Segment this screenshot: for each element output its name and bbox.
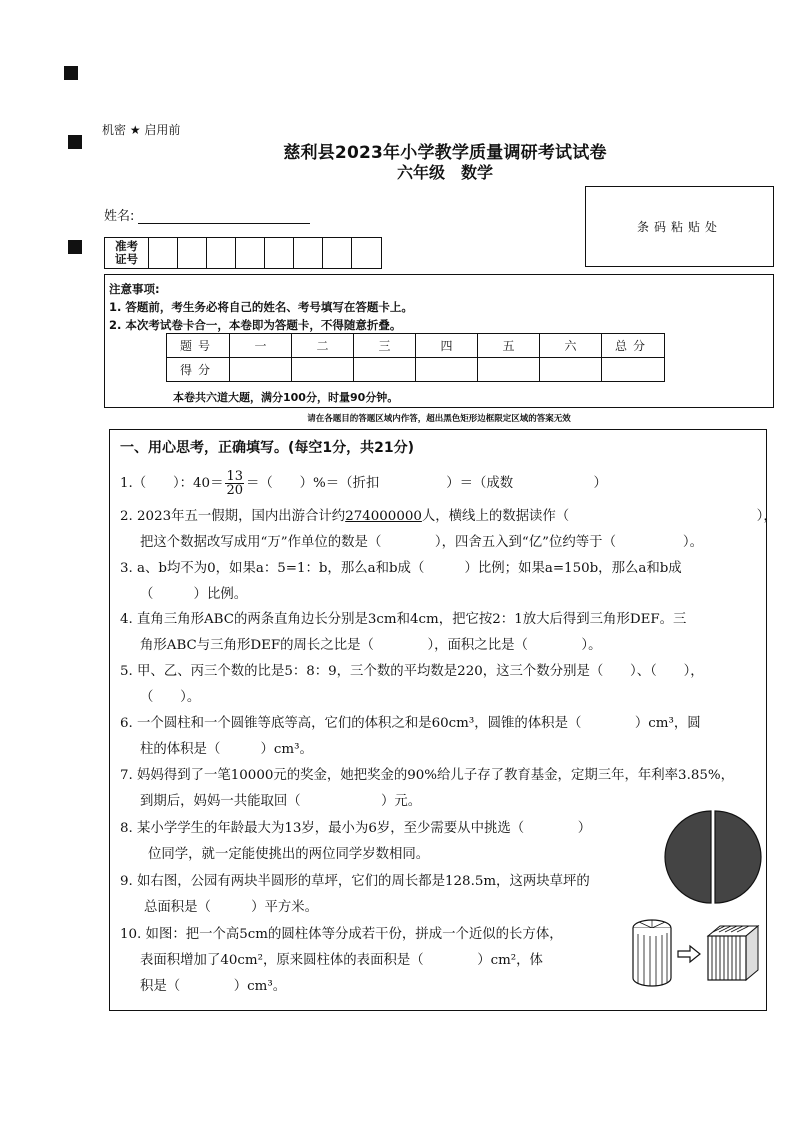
question-6: 6. 一个圆柱和一个圆锥等底等高，它们的体积之和是60cm³，圆锥的体积是（ ）cm³，圆: [120, 716, 701, 731]
exam-id-cell[interactable]: [207, 238, 236, 268]
name-field[interactable]: [138, 210, 310, 224]
score-cell[interactable]: [416, 358, 478, 382]
question-3: 3. a、b均不为0，如果a：5=1：b，那么a和b成（ ）比例；如果a=150b，那么a和b成: [120, 561, 682, 576]
score-header-cell: 六: [540, 334, 602, 358]
score-cell[interactable]: [292, 358, 354, 382]
score-cell[interactable]: [478, 358, 540, 382]
section-heading: 一、用心思考，正确填写。(每空1分，共21分): [120, 440, 415, 456]
score-header-cell: 三: [354, 334, 416, 358]
exam-id-cell[interactable]: [265, 238, 294, 268]
question-10-line-3: 积是（ ）cm³。: [140, 979, 287, 994]
score-cell[interactable]: [354, 358, 416, 382]
notice-title: 注意事项:: [109, 282, 160, 296]
question-4-line-2: 角形ABC与三角形DEF的周长之比是（ ），面积之比是（ ）。: [140, 638, 602, 653]
exam-title: 慈利县2023年小学教学质量调研考试试卷: [283, 143, 607, 163]
score-cell[interactable]: [602, 358, 665, 382]
question-8-line-2: 位同学，就一定能使挑出的两位同学岁数相同。: [148, 847, 430, 862]
notice-item: 2. 本次考试卷卡合一，本卷即为答题卡，不得随意折叠。: [109, 318, 402, 332]
name-row: [104, 205, 310, 224]
question-3-line-2: （ ）比例。: [140, 587, 248, 602]
score-header-cell: 二: [292, 334, 354, 358]
score-header-cell: 一: [230, 334, 292, 358]
two-semicircles-figure: [664, 808, 762, 906]
notice-item: 1. 答题前，考生务必将自己的姓名、考号填写在答题卡上。: [109, 300, 413, 314]
question-2-line-2: 把这个数据改写成用“万”作单位的数是（ ），四舍五入到“亿”位约等于（ ）。: [140, 535, 703, 550]
exam-id-cell[interactable]: [323, 238, 352, 268]
question-7-line-2: 到期后，妈妈一共能取回（ ）元。: [140, 794, 422, 809]
name-label: 姓名:: [104, 209, 135, 224]
exam-id-label: 准考 证号: [105, 238, 149, 268]
score-cell[interactable]: [230, 358, 292, 382]
score-table: [166, 333, 665, 382]
question-5: 5. 甲、乙、丙三个数的比是5：8：9，三个数的平均数是220，这三个数分别是（ ）、（ ），: [120, 664, 704, 679]
cylinder-to-cuboid-figure: [628, 918, 766, 990]
exam-id-cell[interactable]: [178, 238, 207, 268]
barcode-area: [585, 186, 774, 267]
exam-id-cell[interactable]: [294, 238, 323, 268]
exam-id-box: [104, 237, 382, 269]
notice-box: [104, 274, 774, 408]
score-header-cell: 总分: [602, 334, 665, 358]
registration-mark: [64, 66, 78, 80]
question-4: 4. 直角三角形ABC的两条直角边长分别是3cm和4cm，把它按2：1放大后得到三角形DEF。三: [120, 612, 687, 627]
question-2: 2. 2023年五一假期，国内出游合计约274000000人，横线上的数据读作（ ），: [120, 509, 777, 524]
secret-label: 机密 ★ 启用前: [102, 123, 181, 137]
question-9-line-2: 总面积是（ ）平方米。: [144, 900, 319, 915]
question-8: 8. 某小学学生的年龄最大为13岁，最小为6岁，至少需要从中挑选（ ）: [120, 821, 592, 836]
score-header-cell: 五: [478, 334, 540, 358]
exam-id-cell[interactable]: [236, 238, 265, 268]
registration-mark: [68, 240, 82, 254]
question-10: 10. 如图：把一个高5cm的圆柱体等分成若干份，拼成一个近似的长方体，: [120, 927, 563, 942]
score-value-row: [167, 358, 665, 382]
barcode-label: 条码粘贴处: [636, 220, 722, 234]
score-header-row: [167, 334, 665, 358]
answer-area-warning: 请在各题目的答题区域内作答，超出黑色矩形边框限定区域的答案无效: [307, 414, 571, 424]
score-header-cell: 四: [416, 334, 478, 358]
exam-id-cell[interactable]: [352, 238, 381, 268]
question-5-line-2: （ ）。: [140, 690, 201, 705]
score-header-cell: 题号: [167, 334, 230, 358]
question-10-line-2: 表面积增加了40cm²，原来圆柱体的表面积是（ ）cm²，体: [140, 953, 543, 968]
registration-mark: [68, 135, 82, 149]
question-7: 7. 妈妈得到了一笔10000元的奖金，她把奖金的90%给儿子存了教育基金，定期三年，年利率3.85%，: [120, 768, 734, 783]
question-1: 1.（ ）：40＝ $\frac{13}{20}$ ＝（ ）%＝（折扣 ）＝（成数 ）: [120, 469, 607, 498]
exam-id-cell[interactable]: [149, 238, 178, 268]
notice-footer: 本卷共六道大题，满分100分，时量90分钟。: [173, 391, 399, 404]
score-cell[interactable]: [540, 358, 602, 382]
exam-subtitle: 六年级 数学: [396, 163, 493, 182]
question-6-line-2: 柱的体积是（ ）cm³。: [140, 742, 313, 757]
fraction: $\frac{13}{20}$: [226, 469, 244, 498]
question-9: 9. 如右图，公园有两块半圆形的草坪，它们的周长都是128.5m，这两块草坪的: [120, 874, 590, 889]
score-row-label: 得分: [167, 358, 230, 382]
